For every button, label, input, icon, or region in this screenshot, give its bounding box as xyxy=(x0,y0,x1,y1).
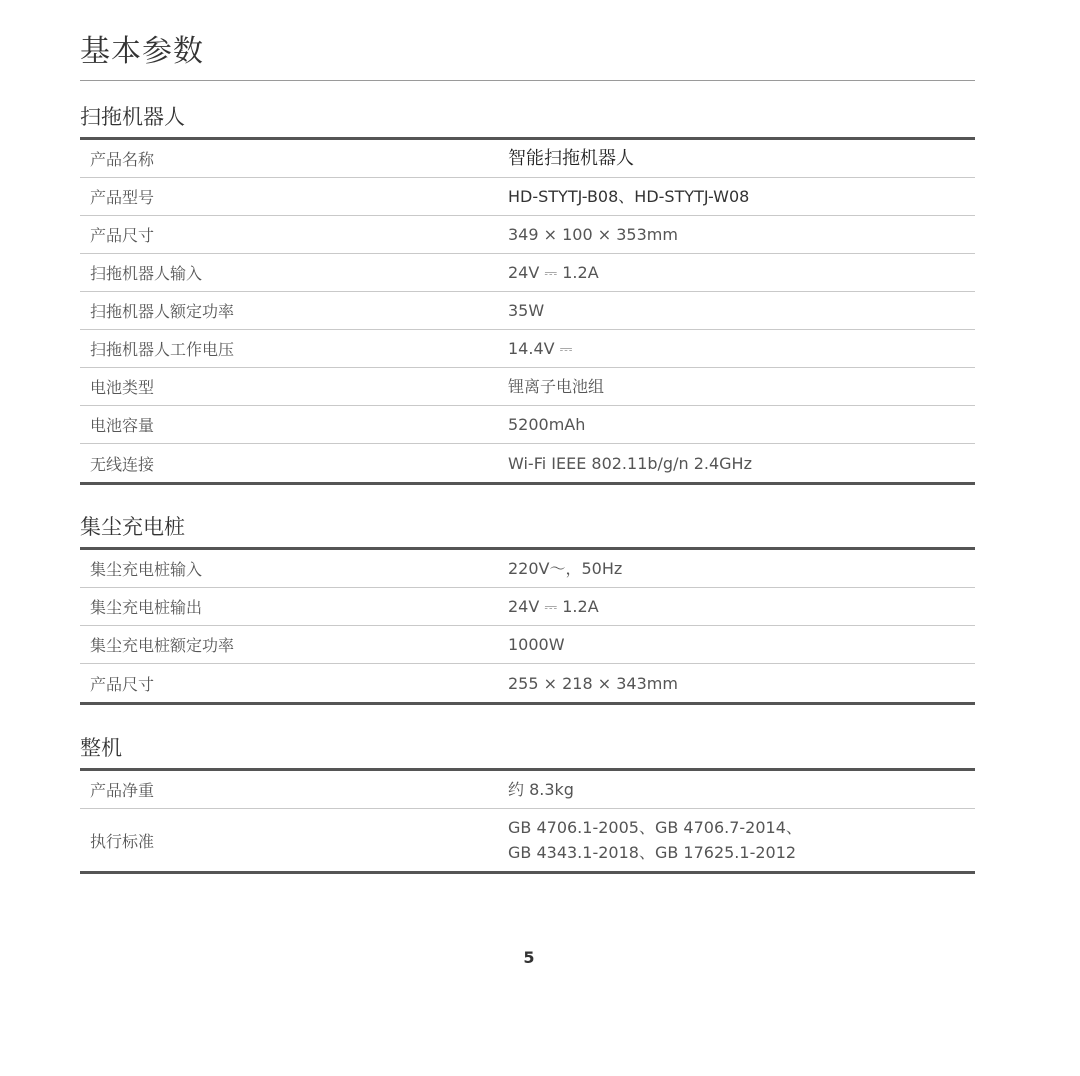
spec-label: 集尘充电桩额定功率 xyxy=(90,636,235,655)
spec-label: 集尘充电桩输入 xyxy=(90,560,203,579)
page-title: 基本参数 xyxy=(80,34,204,69)
spec-value: 349 × 100 × 353mm xyxy=(508,225,678,244)
table-row xyxy=(80,444,975,482)
spec-label: 产品净重 xyxy=(90,781,155,800)
table-row xyxy=(80,178,975,216)
spec-label: 电池容量 xyxy=(90,416,155,435)
table-row xyxy=(80,254,975,292)
table-row xyxy=(80,771,975,809)
spec-label: 产品名称 xyxy=(90,150,155,169)
spec-value: 1000W xyxy=(508,635,565,654)
spec-label: 电池类型 xyxy=(90,378,155,397)
spec-value-multiline xyxy=(508,815,975,865)
table-row xyxy=(80,406,975,444)
spec-label: 扫拖机器人额定功率 xyxy=(90,302,235,321)
spec-value-line: GB 4706.1-2005、GB 4706.7-2014、 xyxy=(508,818,802,837)
title-divider xyxy=(80,80,975,81)
spec-value: 24V ⎓ 1.2A xyxy=(508,597,599,616)
section-title-robot: 扫拖机器人 xyxy=(80,105,185,129)
spec-table-dock xyxy=(80,547,975,705)
spec-value: HD-STYTJ-B08、HD-STYTJ-W08 xyxy=(508,187,750,206)
spec-value: 220V～，50Hz xyxy=(508,559,623,578)
section-dock xyxy=(80,507,975,705)
table-row xyxy=(80,292,975,330)
spec-label: 扫拖机器人输入 xyxy=(90,264,203,283)
table-row xyxy=(80,664,975,702)
spec-value: 智能扫拖机器人 xyxy=(508,148,634,169)
spec-label: 集尘充电桩输出 xyxy=(90,598,203,617)
table-row xyxy=(80,588,975,626)
table-row xyxy=(80,330,975,368)
spec-label: 无线连接 xyxy=(90,454,155,474)
spec-label: 产品型号 xyxy=(90,188,155,207)
spec-value: 锂离子电池组 xyxy=(508,377,605,396)
spec-label: 执行标准 xyxy=(90,831,155,851)
spec-value: 14.4V ⎓ xyxy=(508,339,573,358)
section-title-dock: 集尘充电桩 xyxy=(80,515,185,539)
table-row xyxy=(80,626,975,664)
spec-value: Wi-Fi IEEE 802.11b/g/n 2.4GHz xyxy=(508,453,752,473)
table-row xyxy=(80,368,975,406)
spec-value: 24V ⎓ 1.2A xyxy=(508,263,599,282)
spec-table-robot xyxy=(80,137,975,485)
table-row xyxy=(80,550,975,588)
spec-label: 产品尺寸 xyxy=(90,674,155,694)
spec-label: 扫拖机器人工作电压 xyxy=(90,340,235,359)
spec-value: 约 8.3kg xyxy=(508,780,574,799)
table-row xyxy=(80,216,975,254)
spec-table-whole-unit xyxy=(80,768,975,874)
section-whole-unit xyxy=(80,728,975,874)
table-row xyxy=(80,140,975,178)
spec-value: 255 × 218 × 343mm xyxy=(508,673,678,693)
table-row xyxy=(80,809,975,871)
spec-label: 产品尺寸 xyxy=(90,226,155,245)
spec-value: 35W xyxy=(508,301,545,320)
page-number: 5 xyxy=(523,948,535,967)
spec-value-line: GB 4343.1-2018、GB 17625.1-2012 xyxy=(508,843,797,862)
spec-value: 5200mAh xyxy=(508,415,586,434)
section-robot xyxy=(80,97,975,485)
section-title-whole-unit: 整机 xyxy=(80,736,122,760)
